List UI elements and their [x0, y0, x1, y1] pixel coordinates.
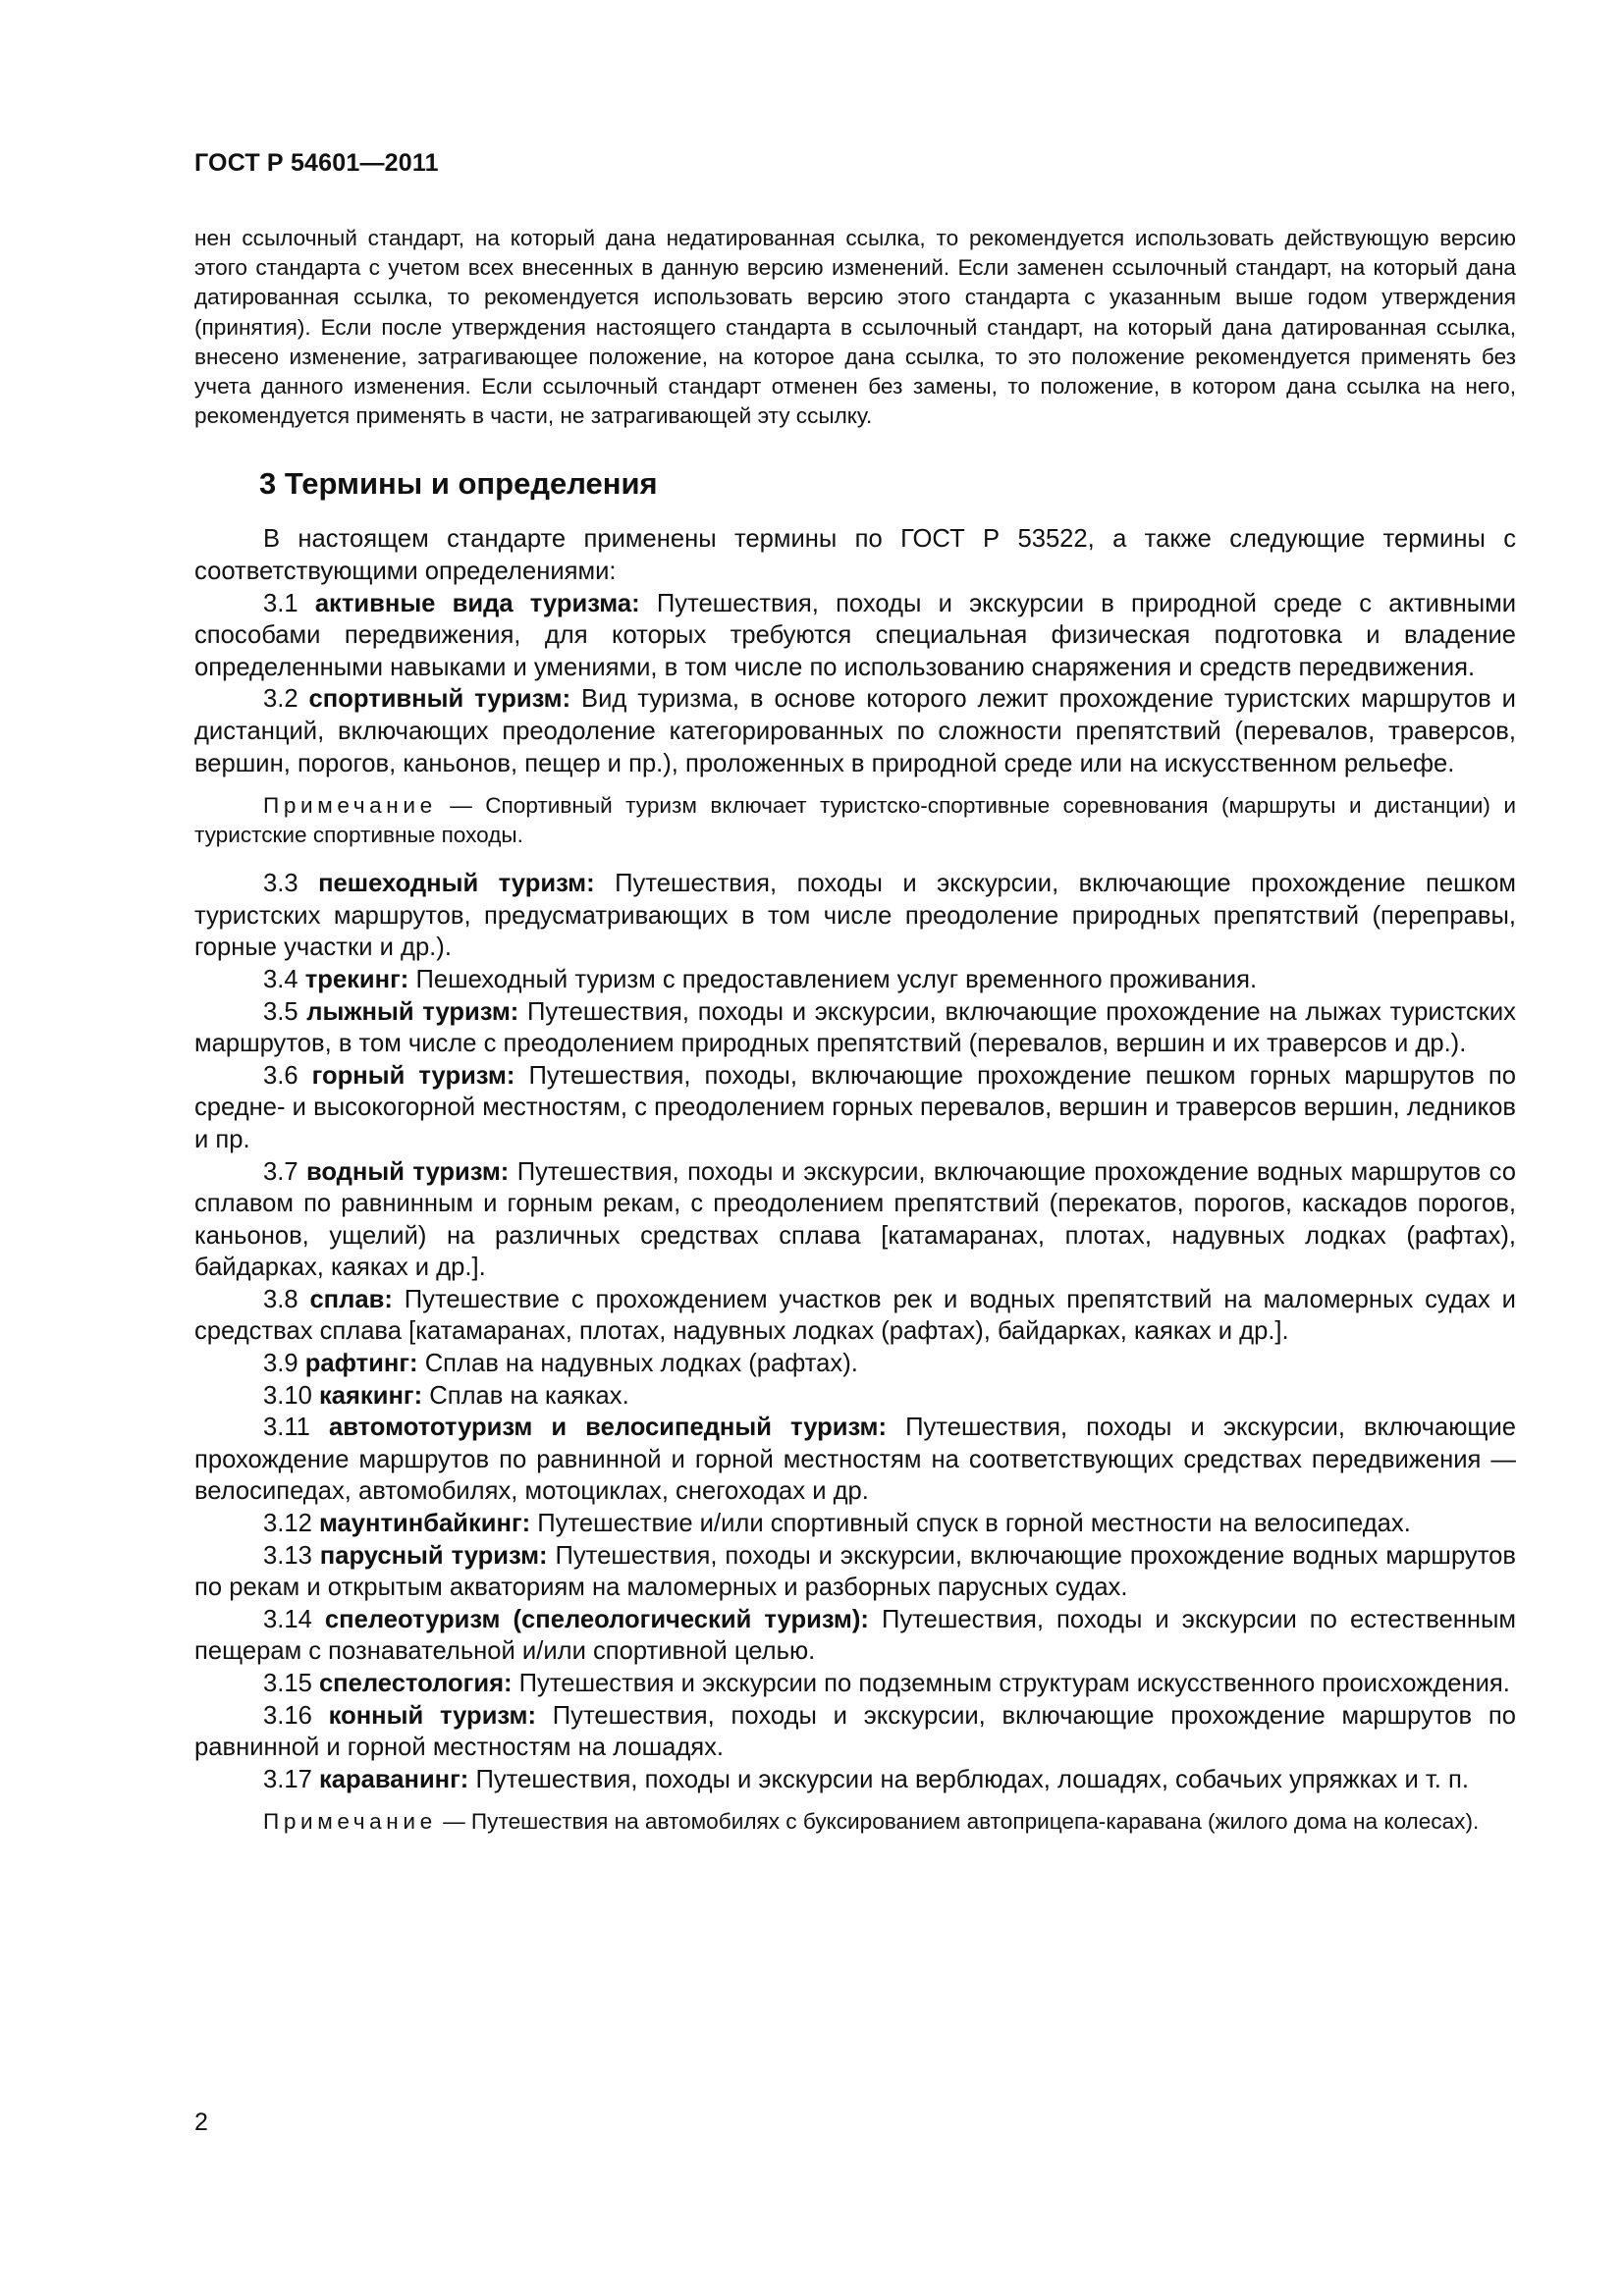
term-number: 3.11 — [263, 1414, 310, 1442]
term-number: 3.13 — [263, 1541, 312, 1570]
term-title: каякинг: — [318, 1381, 423, 1410]
term-title: спелеотуризм (спелеологический туризм): — [324, 1605, 869, 1633]
term-definition: Путешествия, походы и экскурсии, включающие прохождение маршрутов по равнинной и горной местностям на лошадях. — [194, 1701, 1516, 1762]
note-text: — Спортивный туризм включает туристско-спортивные соревнования (маршруты и дистанции) и туристские спортивные походы. — [194, 793, 1516, 848]
term-3-5 — [194, 996, 1516, 1060]
term-title: спелестология: — [318, 1670, 513, 1698]
term-number: 3.17 — [263, 1765, 312, 1793]
page-content — [194, 224, 1516, 1854]
term-number: 3.8 — [263, 1285, 298, 1313]
term-definition: Путешествия, походы и экскурсии, включающие прохождение пешком туристских маршрутов, предусматривающих в том числе преодоление природных препятствий (переправы, горные участки и др.). — [194, 870, 1516, 962]
term-3-6 — [194, 1060, 1516, 1156]
term-number: 3.9 — [263, 1350, 298, 1378]
term-definition: Путешествия, походы и экскурсии, включающие прохождение водных маршрутов по рекам и открытым акваториям на маломерных и разборных парусных судах. — [194, 1541, 1516, 1602]
term-3-15 — [194, 1668, 1516, 1700]
term-3-13 — [194, 1540, 1516, 1604]
term-title: сплав: — [309, 1285, 393, 1313]
term-definition: Сплав на надувных лодках (рафтах). — [424, 1350, 858, 1378]
term-number: 3.1 — [263, 589, 298, 617]
term-title: караванинг: — [318, 1765, 469, 1793]
term-definition: Путешествия, походы и экскурсии на верблюдах, лошадях, собачьих упряжках и т. п. — [475, 1765, 1469, 1793]
term-definition: Путешествия и экскурсии по подземным структурам искусственного происхождения. — [518, 1670, 1510, 1698]
term-number: 3.2 — [263, 685, 298, 714]
term-3-14 — [194, 1604, 1516, 1668]
term-3-1 — [194, 588, 1516, 684]
term-title: трекинг: — [304, 965, 409, 993]
term-definition: Путешествие и/или спортивный спуск в горной местности на велосипедах. — [537, 1510, 1411, 1538]
term-title: водный туризм: — [305, 1157, 510, 1186]
term-title: спортивный туризм: — [308, 685, 571, 714]
term-number: 3.14 — [263, 1605, 312, 1633]
term-definition: Путешествия, походы и экскурсии в природной среде с активными способами передвижения, для которых требуются специальная физическая подготовка и владение определенными навыками и умениями, в том числе по использованию снаряжения и средств передвижения. — [194, 589, 1516, 681]
term-number: 3.6 — [263, 1061, 298, 1090]
term-number: 3.7 — [263, 1157, 298, 1186]
term-title: активные вида туризма: — [314, 589, 640, 617]
term-definition: Путешествия, походы, включающие прохождение пешком горных маршрутов по средне- и высокогорной местностям, с преодолением горных перевалов, вершин и траверсов вершин, ледников и пр. — [194, 1061, 1516, 1153]
term-title: пешеходный туризм: — [318, 870, 595, 898]
term-title: конный туризм: — [328, 1701, 536, 1730]
term-number: 3.10 — [263, 1381, 312, 1410]
term-title: парусный туризм: — [319, 1541, 548, 1570]
section-intro: В настоящем стандарте применены термины по ГОСТ Р 53522, а также следующие термины с соответствующими определениями: — [194, 525, 1516, 586]
term-3-3 — [194, 868, 1516, 964]
term-3-10 — [194, 1380, 1516, 1413]
term-definition: Путешествия, походы и экскурсии, включающие прохождение водных маршрутов со сплавом по равнинным и горным рекам, с преодолением препятствий (перекатов, порогов, каскадов порогов, каньонов, ущелий) на различных средствах сплава [катамаранах, плотах, надувных лодках (рафтах), байдарках, каяках и др.]. — [194, 1157, 1516, 1282]
term-3-17 — [194, 1764, 1516, 1796]
term-3-11 — [194, 1412, 1516, 1508]
term-definition: Путешествия, походы и экскурсии, включающие прохождение маршрутов по равнинной и горной местностям на соответствующих средствах передвижения — велосипедах, автомобилях, мотоциклах, снегоходах и др. — [194, 1414, 1516, 1506]
term-definition: Путешествия, походы и экскурсии по естественным пещерам с познавательной и/или спортивной целью. — [194, 1605, 1516, 1666]
term-title: лыжный туризм: — [306, 997, 519, 1026]
term-number: 3.12 — [263, 1510, 312, 1538]
term-definition: Сплав на каяках. — [429, 1381, 629, 1410]
note-label: Примечание — [263, 1809, 437, 1835]
term-number: 3.5 — [263, 997, 298, 1026]
term-title: маунтинбайкинг: — [318, 1510, 531, 1538]
document-header: ГОСТ Р 54601—2011 — [194, 149, 439, 177]
note-label: Примечание — [263, 793, 437, 819]
note-1 — [194, 791, 1516, 850]
term-definition: Путешествия, походы и экскурсии, включающие прохождение на лыжах туристских маршрутов, в том числе с преодолением природных препятствий (перевалов, вершин и их траверсов и др.). — [194, 997, 1516, 1058]
term-title: горный туризм: — [311, 1061, 515, 1090]
term-3-7 — [194, 1156, 1516, 1284]
term-3-2 — [194, 683, 1516, 779]
term-3-9 — [194, 1348, 1516, 1380]
page-number: 2 — [194, 2109, 208, 2136]
term-definition: Путешествие с прохождением участков рек и водных препятствий на маломерных судах и средствах сплава [катамаранах, плотах, надувных лодках (рафтах), байдарках, каяках и др.]. — [194, 1285, 1516, 1346]
intro-paragraph: нен ссылочный стандарт, на который дана недатированная ссылка, то рекомендуется использовать действующую версию этого стандарта с учетом всех внесенных в данную версию изменений. Если заменен ссылочный стандарт, на который дана датированная ссылка, то рекомендуется использовать версию этого стандарта с указанным выше годом утверждения (принятия). Если после утверждения настоящего стандарта в ссылочный стандарт, на который дана датированная ссылка, внесено изменение, затрагивающее положение, на которое дана ссылка, то это положение рекомендуется применять без учета данного изменения. Если ссылочный стандарт отменен без замены, то положение, в котором дана ссылка на него, рекомендуется применять в части, не затрагивающей эту ссылку. — [194, 226, 1516, 429]
term-3-4 — [194, 964, 1516, 996]
section-heading: 3 Термины и определения — [259, 466, 658, 502]
term-number: 3.3 — [263, 870, 298, 898]
term-3-8 — [194, 1284, 1516, 1348]
term-title: рафтинг: — [304, 1350, 418, 1378]
term-number: 3.16 — [263, 1701, 312, 1730]
term-3-16 — [194, 1700, 1516, 1764]
term-definition: Пешеходный туризм с предоставлением услуг временного проживания. — [415, 965, 1258, 993]
term-number: 3.15 — [263, 1670, 312, 1698]
term-3-12 — [194, 1508, 1516, 1540]
note-2 — [194, 1807, 1516, 1837]
term-definition: Вид туризма, в основе которого лежит прохождение туристских маршрутов и дистанций, включающих преодоление категорированных по сложности препятствий (перевалов, траверсов, вершин, порогов, каньонов, пещер и пр.), проложенных в природной среде или на искусственном рельефе. — [194, 685, 1516, 777]
term-title: автомототуризм и велосипедный туризм: — [328, 1414, 888, 1442]
term-number: 3.4 — [263, 965, 298, 993]
note-text: — Путешествия на автомобилях с буксированием автоприцепа-каравана (жилого дома на колесах). — [443, 1809, 1480, 1835]
